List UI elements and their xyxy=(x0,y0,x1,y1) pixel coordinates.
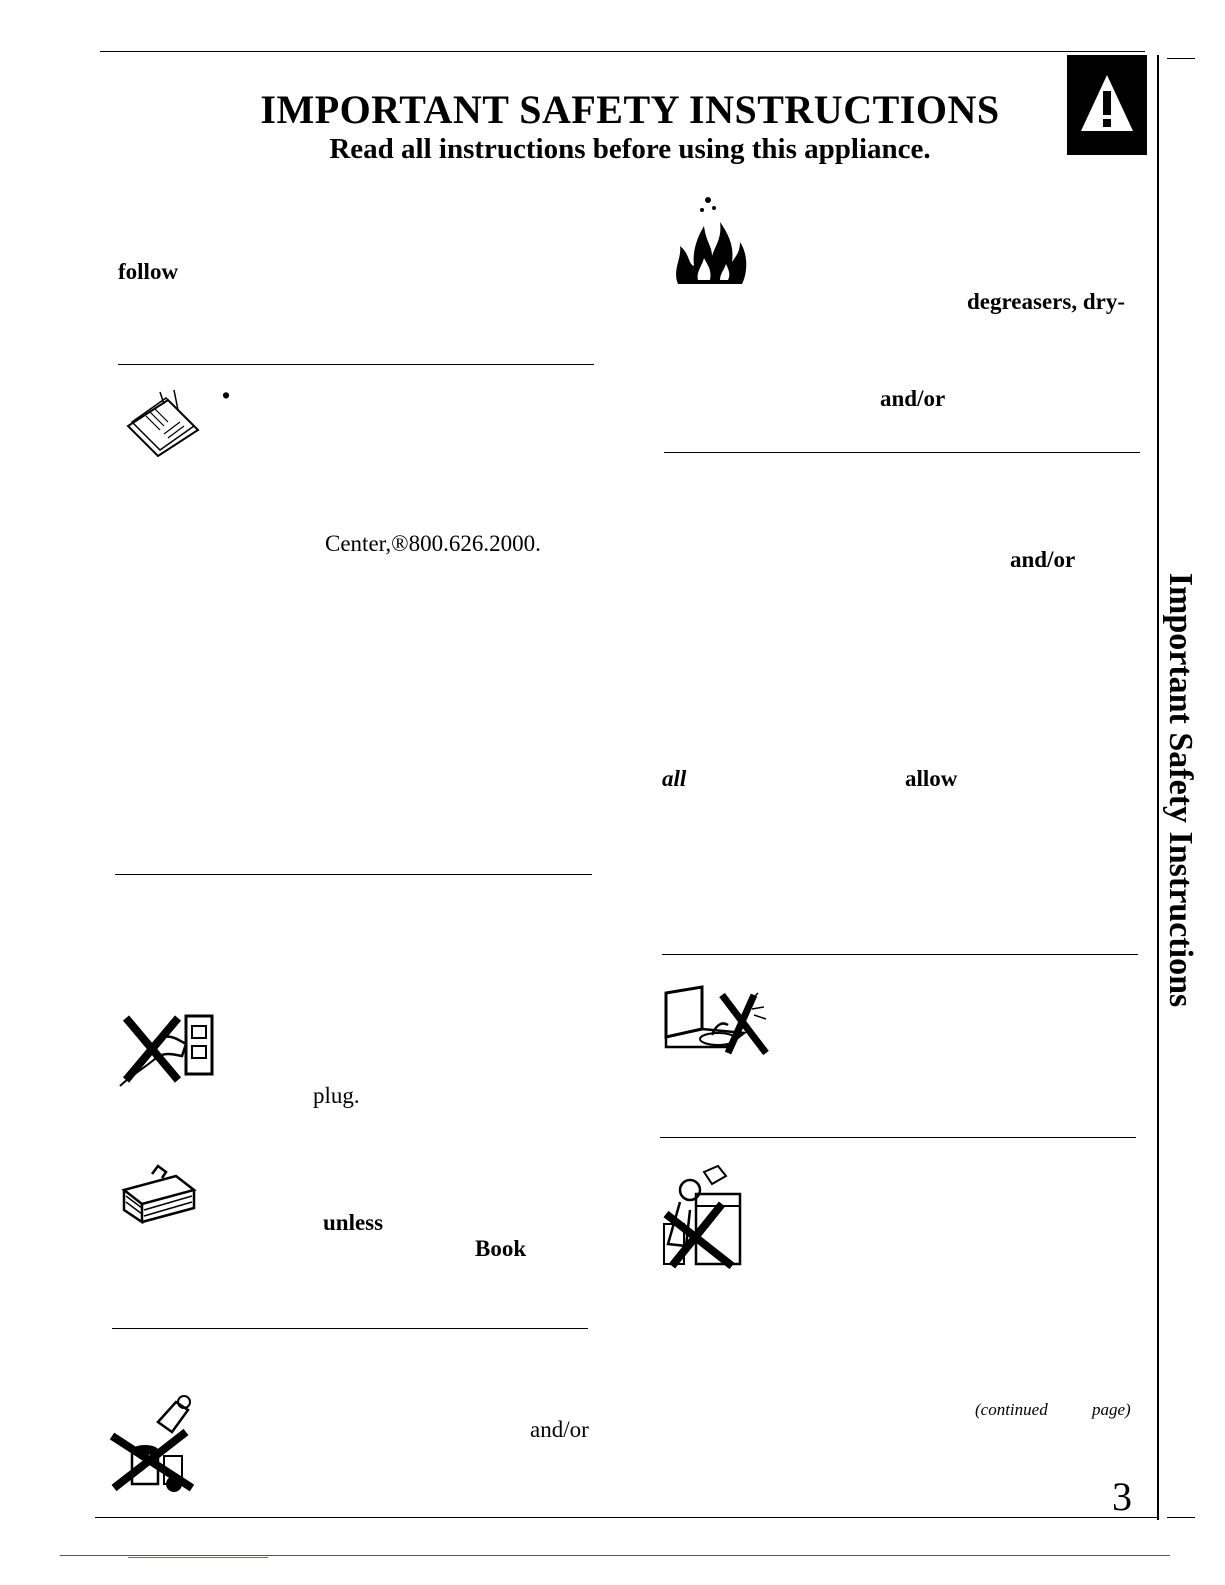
text-fragment: (continued xyxy=(975,1400,1048,1419)
text-fragment: allow xyxy=(905,766,958,791)
right-divider-1 xyxy=(664,452,1140,453)
top-rule xyxy=(100,51,1145,52)
text-fragment: plug. xyxy=(313,1083,360,1108)
left-divider-1 xyxy=(118,364,594,365)
manual-book-icon xyxy=(124,386,202,458)
toolbox-icon xyxy=(118,1164,200,1224)
page-bottom-line xyxy=(60,1555,1170,1556)
text-fragment: degreasers, dry- xyxy=(967,289,1125,314)
no-unplug-by-cord-icon xyxy=(116,1010,218,1090)
text-fragment: and/or xyxy=(530,1417,589,1442)
left-divider-2 xyxy=(115,874,592,875)
text-fragment: and/or xyxy=(880,386,946,411)
bottom-right-tick xyxy=(1167,1517,1195,1518)
text-fragment: and/or xyxy=(1010,547,1076,572)
side-tab-label: Important Safety Instructions xyxy=(1162,572,1199,1008)
page-subtitle: Read all instructions before using this appliance. xyxy=(329,133,931,165)
fire-icon xyxy=(668,192,752,288)
no-child-climbing-washer-icon xyxy=(660,1164,746,1270)
left-divider-3 xyxy=(112,1328,588,1329)
page-number: 3 xyxy=(1112,1474,1132,1519)
no-reach-into-moving-washer-icon xyxy=(662,985,770,1057)
text-fragment: unless xyxy=(323,1210,384,1235)
text-fragment: page) xyxy=(1092,1400,1131,1419)
page-title: IMPORTANT SAFETY INSTRUCTIONS xyxy=(260,87,1000,132)
bottom-link-underline xyxy=(128,1557,268,1558)
text-fragment: follow xyxy=(118,259,179,284)
bottom-rule xyxy=(95,1517,1157,1518)
text-fragment: Center,®800.626.2000. xyxy=(325,531,541,556)
right-divider-2 xyxy=(662,954,1138,955)
right-divider-3 xyxy=(660,1137,1136,1138)
bullet: • xyxy=(222,383,231,408)
right-margin-rule xyxy=(1157,55,1159,1520)
text-fragment: Book xyxy=(475,1236,527,1261)
top-right-tick xyxy=(1167,58,1195,59)
text-fragment: all xyxy=(662,766,687,791)
no-flammable-chemicals-icon xyxy=(106,1392,200,1494)
